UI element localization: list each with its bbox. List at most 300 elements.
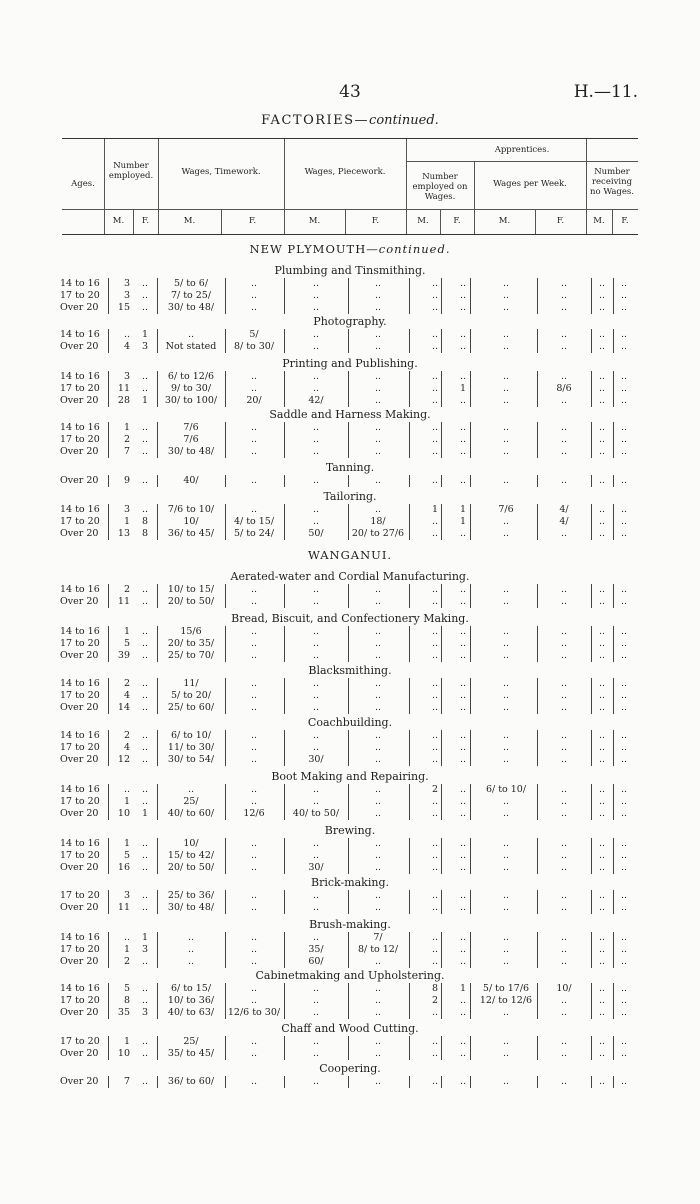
cell-piecework-f: .. [374,690,382,701]
cell-employed-f: 1 [141,395,149,406]
cell-piecework-f: .. [374,862,382,873]
cell-no-wages-f: .. [620,371,628,382]
cell-employed-f: .. [141,383,149,394]
cell-timework-m: 30/ to 48/ [167,902,215,913]
cell-piecework-m: .. [312,383,320,394]
cell-apprentices-f: .. [459,784,466,795]
cell-employed-f: .. [141,434,149,445]
district-name: NEW PLYMOUTH— [249,242,379,256]
cell-age: Over 20 [60,650,99,661]
cell-timework-f: .. [250,838,258,849]
cell-apprentice-wages-m: .. [502,341,510,352]
cell-employed-m: 12 [117,754,130,765]
cell-employed-f: 1 [141,808,149,819]
cell-employed-m: 3 [123,504,130,515]
cell-apprentice-wages-f: .. [560,944,568,955]
cell-apprentices-m: .. [431,890,438,901]
cell-no-wages-f: .. [620,516,628,527]
cell-apprentices-f: .. [459,446,466,457]
cell-employed-m: 11 [117,596,130,607]
cell-no-wages-f: .. [620,838,628,849]
cell-apprentice-wages-f: 4/ [559,504,569,515]
cell-no-wages-m: .. [598,838,606,849]
cell-employed-m: 1 [123,626,130,637]
cell-employed-f: .. [141,371,149,382]
cell-timework-m: 10/ to 15/ [167,584,215,595]
cell-no-wages-f: .. [620,383,628,394]
cell-employed-f: .. [141,850,149,861]
cell-age: Over 20 [60,1076,99,1087]
cell-piecework-f: .. [374,838,382,849]
cell-no-wages-m: .. [598,584,606,595]
cell-piecework-m: .. [312,1048,320,1059]
cell-piecework-f: .. [374,422,382,433]
cell-age: 17 to 20 [60,1036,100,1047]
header-m: M. [112,216,125,226]
cell-piecework-m: .. [312,434,320,445]
cell-apprentices-f: 1 [459,516,466,527]
cell-timework-m: .. [187,329,195,340]
cell-timework-m: 11/ [183,678,199,689]
cell-piecework-m: .. [312,584,320,595]
cell-timework-f: 20/ [246,395,262,406]
cell-employed-m: 1 [123,422,130,433]
table-row [0,784,700,795]
cell-age: 14 to 16 [60,278,100,289]
cell-apprentices-m: .. [431,528,438,539]
cell-no-wages-m: .. [598,302,606,313]
cell-timework-f: .. [250,1076,258,1087]
cell-apprentice-wages-f: .. [560,808,568,819]
cell-no-wages-m: .. [598,902,606,913]
cell-piecework-f: .. [374,742,382,753]
cell-no-wages-m: .. [598,678,606,689]
table-row [0,956,700,967]
cell-apprentice-wages-f: .. [560,329,568,340]
trade-heading: Chaff and Wood Cutting. [281,1022,419,1035]
cell-no-wages-m: .. [598,1048,606,1059]
cell-piecework-m: .. [312,890,320,901]
cell-no-wages-m: .. [598,730,606,741]
cell-apprentice-wages-m: .. [502,626,510,637]
cell-employed-f: .. [141,754,149,765]
cell-piecework-m: 42/ [308,395,324,406]
cell-piecework-m: .. [312,516,320,527]
cell-apprentice-wages-m: .. [502,890,510,901]
cell-apprentices-f: .. [459,1007,466,1018]
cell-piecework-f: .. [374,278,382,289]
cell-apprentices-f: 1 [459,504,466,515]
cell-employed-m: 7 [123,446,130,457]
cell-piecework-f: 7/ [373,932,383,943]
cell-apprentices-f: .. [459,371,466,382]
cell-piecework-m: 30/ [308,754,324,765]
cell-employed-f: 3 [141,341,149,352]
cell-apprentice-wages-f: .. [560,626,568,637]
cell-piecework-f: .. [374,850,382,861]
cell-piecework-m: .. [312,626,320,637]
cell-age: 17 to 20 [60,383,100,394]
cell-no-wages-m: .. [598,446,606,457]
cell-piecework-f: .. [374,290,382,301]
cell-apprentices-m: .. [431,1076,438,1087]
cell-apprentices-m: .. [431,796,438,807]
cell-apprentice-wages-m: .. [502,742,510,753]
cell-no-wages-f: .. [620,983,628,994]
cell-apprentices-m: .. [431,446,438,457]
cell-employed-f: .. [141,983,149,994]
cell-piecework-m: .. [312,341,320,352]
cell-apprentices-f: .. [459,1076,466,1087]
cell-no-wages-f: .. [620,784,628,795]
cell-apprentices-m: .. [431,932,438,943]
cell-apprentice-wages-m: .. [502,956,510,967]
cell-apprentices-f: .. [459,944,466,955]
cell-apprentices-m: .. [431,596,438,607]
trade-heading: Plumbing and Tinsmithing. [274,264,426,277]
header-number-employed: Number employed. [108,161,154,181]
cell-no-wages-m: .. [598,1007,606,1018]
cell-timework-m: 36/ to 60/ [167,1076,215,1087]
cell-apprentice-wages-m: .. [502,528,510,539]
cell-timework-m: .. [187,932,195,943]
cell-apprentices-m: .. [431,742,438,753]
cell-apprentices-m: .. [431,944,438,955]
cell-age: Over 20 [60,754,99,765]
cell-piecework-f: .. [374,702,382,713]
trade-heading: Coachbuilding. [307,716,393,729]
cell-employed-m: 2 [123,956,130,967]
cell-apprentice-wages-m: .. [502,678,510,689]
cell-employed-m: 8 [123,995,130,1006]
cell-apprentice-wages-m: 6/ to 10/ [485,784,527,795]
cell-age: 17 to 20 [60,516,100,527]
cell-apprentice-wages-f: .. [560,1007,568,1018]
cell-timework-f: 12/6 to 30/ [227,1007,281,1018]
cell-employed-f: .. [141,742,149,753]
cell-no-wages-f: .. [620,1036,628,1047]
cell-apprentice-wages-m: .. [502,1007,510,1018]
cell-timework-f: .. [250,983,258,994]
cell-age: 17 to 20 [60,995,100,1006]
cell-age: 17 to 20 [60,742,100,753]
cell-apprentices-f: .. [459,862,466,873]
cell-apprentices-m: .. [431,754,438,765]
cell-timework-f: .. [250,638,258,649]
cell-apprentice-wages-f: .. [560,702,568,713]
cell-no-wages-f: .. [620,932,628,943]
cell-apprentice-wages-f: .. [560,1048,568,1059]
cell-timework-m: 15/ to 42/ [167,850,215,861]
cell-apprentice-wages-m: .. [502,808,510,819]
cell-timework-m: 10/ [183,516,199,527]
cell-apprentices-f: .. [459,808,466,819]
cell-apprentices-f: 1 [459,983,466,994]
cell-no-wages-m: .. [598,742,606,753]
cell-apprentices-f: .. [459,796,466,807]
cell-employed-m: 2 [123,730,130,741]
cell-no-wages-f: .. [620,1076,628,1087]
cell-timework-f: .. [250,944,258,955]
cell-piecework-m: .. [312,504,320,515]
cell-no-wages-m: .. [598,890,606,901]
cell-timework-f: .. [250,890,258,901]
cell-employed-f: 1 [141,329,149,340]
cell-employed-f: .. [141,278,149,289]
cell-piecework-m: .. [312,838,320,849]
cell-apprentice-wages-f: .. [560,584,568,595]
cell-piecework-m: .. [312,690,320,701]
cell-piecework-m: 35/ [308,944,324,955]
cell-employed-m: 15 [117,302,130,313]
cell-apprentice-wages-m: .. [502,278,510,289]
cell-apprentices-f: .. [459,278,466,289]
trade-heading: Boot Making and Repairing. [271,770,429,783]
cell-timework-m: 9/ to 30/ [170,383,212,394]
cell-piecework-m: .. [312,302,320,313]
cell-timework-f: .. [250,446,258,457]
cell-timework-f: .. [250,504,258,515]
cell-employed-m: 14 [117,702,130,713]
cell-apprentice-wages-m: 5/ to 17/6 [482,983,530,994]
cell-piecework-m: .. [312,650,320,661]
table-row [0,850,700,861]
header-m: M. [308,216,321,226]
cell-apprentice-wages-m: .. [502,862,510,873]
cell-piecework-f: .. [374,1007,382,1018]
cell-apprentice-wages-m: .. [502,584,510,595]
cell-piecework-m: .. [312,678,320,689]
cell-timework-m: 15/6 [180,626,202,637]
table-row [0,890,700,901]
header-m: M. [593,216,605,226]
cell-apprentices-f: .. [459,702,466,713]
trade-heading: Tanning. [325,461,375,474]
cell-age: Over 20 [60,528,99,539]
table-row [0,702,700,713]
header-f: F. [371,216,380,226]
cell-piecework-f: .. [374,395,382,406]
cell-employed-m: 5 [123,850,130,861]
cell-employed-m: 10 [117,1048,130,1059]
header-m: M. [183,216,196,226]
cell-no-wages-f: .. [620,944,628,955]
cell-no-wages-m: .. [598,796,606,807]
cell-no-wages-m: .. [598,784,606,795]
cell-no-wages-m: .. [598,638,606,649]
cell-age: 14 to 16 [60,932,100,943]
header-f: F. [141,216,150,226]
cell-no-wages-m: .. [598,862,606,873]
trade-heading: Brewing. [324,824,376,837]
cell-no-wages-m: .. [598,341,606,352]
cell-apprentice-wages-f: .. [560,434,568,445]
cell-apprentices-f: .. [459,850,466,861]
cell-timework-f: .. [250,690,258,701]
cell-apprentice-wages-m: .. [502,638,510,649]
trade-heading: Photography. [313,315,387,328]
table-row [0,329,700,340]
cell-no-wages-f: .. [620,504,628,515]
cell-age: Over 20 [60,808,99,819]
cell-apprentice-wages-f: .. [560,754,568,765]
cell-piecework-f: .. [374,626,382,637]
cell-piecework-f: .. [374,983,382,994]
cell-apprentices-f: .. [459,302,466,313]
cell-piecework-m: .. [312,983,320,994]
cell-piecework-f: 18/ [370,516,386,527]
cell-employed-m: 4 [123,341,130,352]
cell-employed-f: .. [141,796,149,807]
cell-timework-f: .. [250,932,258,943]
cell-employed-m: 4 [123,742,130,753]
cell-employed-f: .. [141,584,149,595]
cell-no-wages-m: .. [598,596,606,607]
cell-timework-f: .. [250,596,258,607]
table-row [0,1076,700,1087]
cell-employed-f: .. [141,995,149,1006]
cell-employed-f: .. [141,1036,149,1047]
cell-no-wages-m: .. [598,528,606,539]
header-m: M. [498,216,511,226]
cell-no-wages-m: .. [598,850,606,861]
cell-no-wages-f: .. [620,475,628,486]
cell-timework-f: .. [250,956,258,967]
cell-apprentice-wages-f: .. [560,475,568,486]
cell-age: 17 to 20 [60,290,100,301]
cell-apprentice-wages-m: .. [502,838,510,849]
table-row [0,862,700,873]
cell-no-wages-f: .. [620,1048,628,1059]
cell-no-wages-m: .. [598,690,606,701]
cell-apprentices-f: .. [459,650,466,661]
cell-apprentice-wages-m: .. [502,796,510,807]
cell-apprentices-m: .. [431,395,438,406]
cell-apprentices-f: .. [459,290,466,301]
cell-employed-m: .. [123,329,130,340]
table-row [0,422,700,433]
cell-no-wages-m: .. [598,995,606,1006]
cell-apprentices-m: .. [431,516,438,527]
cell-employed-f: .. [141,638,149,649]
cell-employed-m: 3 [123,278,130,289]
cell-no-wages-f: .. [620,1007,628,1018]
cell-timework-m: 25/ to 60/ [167,702,215,713]
cell-apprentices-f: .. [459,754,466,765]
cell-age: Over 20 [60,475,99,486]
cell-apprentices-f: .. [459,422,466,433]
cell-timework-f: .. [250,702,258,713]
cell-employed-m: 11 [117,383,130,394]
cell-apprentices-f: .. [459,341,466,352]
cell-piecework-m: .. [312,742,320,753]
cell-timework-f: .. [250,995,258,1006]
cell-no-wages-f: .. [620,584,628,595]
cell-age: 14 to 16 [60,422,100,433]
cell-piecework-f: 20/ to 27/6 [351,528,405,539]
cell-timework-m: .. [187,944,195,955]
cell-piecework-f: .. [374,596,382,607]
cell-no-wages-f: .. [620,329,628,340]
cell-timework-m: 40/ to 60/ [167,808,215,819]
cell-piecework-m: .. [312,638,320,649]
cell-apprentices-f: .. [459,528,466,539]
cell-apprentices-f: .. [459,932,466,943]
district-heading [0,242,700,256]
cell-no-wages-m: .. [598,1076,606,1087]
cell-piecework-f: .. [374,371,382,382]
table-row [0,944,700,955]
cell-employed-m: 1 [123,516,130,527]
cell-apprentices-m: .. [431,278,438,289]
cell-apprentices-f: .. [459,395,466,406]
cell-no-wages-f: .. [620,890,628,901]
cell-no-wages-f: .. [620,754,628,765]
cell-apprentice-wages-f: .. [560,446,568,457]
cell-timework-m: 7/6 [183,422,199,433]
cell-timework-m: 25/ to 36/ [167,890,215,901]
cell-no-wages-m: .. [598,434,606,445]
cell-apprentice-wages-f: .. [560,302,568,313]
cell-apprentice-wages-f: .. [560,690,568,701]
cell-timework-m: 10/ to 36/ [167,995,215,1006]
cell-timework-m: 25/ [183,796,199,807]
cell-no-wages-f: .. [620,678,628,689]
table-row [0,902,700,913]
cell-apprentice-wages-m: .. [502,932,510,943]
cell-piecework-f: .. [374,902,382,913]
cell-no-wages-f: .. [620,290,628,301]
cell-employed-m: 2 [123,434,130,445]
cell-apprentice-wages-m: .. [502,475,510,486]
cell-age: 14 to 16 [60,838,100,849]
cell-no-wages-f: .. [620,434,628,445]
cell-employed-f: .. [141,956,149,967]
cell-piecework-f: .. [374,650,382,661]
cell-timework-f: .. [250,784,258,795]
cell-piecework-m: .. [312,278,320,289]
cell-no-wages-m: .. [598,1036,606,1047]
cell-timework-m: 20/ to 50/ [167,596,215,607]
cell-no-wages-f: .. [620,528,628,539]
cell-apprentice-wages-f: .. [560,784,568,795]
cell-no-wages-m: .. [598,371,606,382]
cell-age: 14 to 16 [60,371,100,382]
cell-piecework-m: .. [312,1036,320,1047]
cell-piecework-f: .. [374,638,382,649]
cell-employed-m: 5 [123,638,130,649]
cell-employed-f: .. [141,730,149,741]
table-row [0,932,700,943]
cell-piecework-m: .. [312,475,320,486]
cell-age: Over 20 [60,446,99,457]
cell-no-wages-f: .. [620,690,628,701]
cell-piecework-m: .. [312,784,320,795]
cell-piecework-f: .. [374,434,382,445]
cell-no-wages-m: .. [598,395,606,406]
cell-age: Over 20 [60,902,99,913]
cell-piecework-f: .. [374,446,382,457]
cell-age: 17 to 20 [60,638,100,649]
page-title [0,113,700,128]
cell-no-wages-f: .. [620,742,628,753]
cell-no-wages-m: .. [598,754,606,765]
cell-piecework-f: .. [374,341,382,352]
cell-apprentice-wages-m: .. [502,850,510,861]
cell-no-wages-m: .. [598,932,606,943]
cell-no-wages-m: .. [598,626,606,637]
cell-timework-m: 36/ to 45/ [167,528,215,539]
